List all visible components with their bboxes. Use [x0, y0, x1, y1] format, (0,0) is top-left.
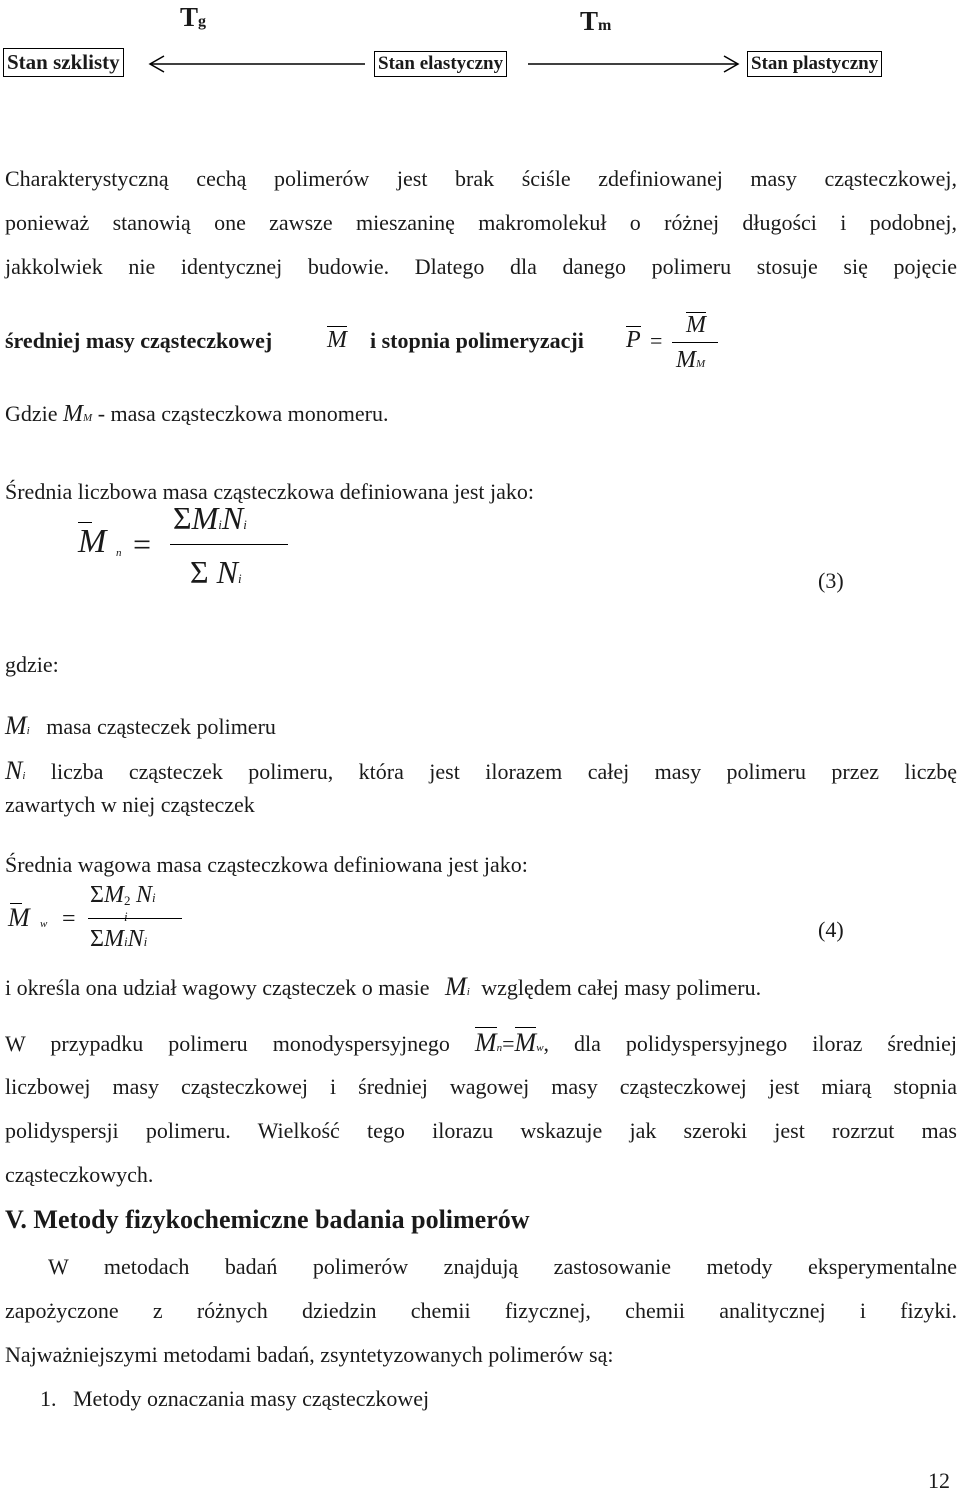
- mn-denominator: Σ Ni: [190, 554, 242, 590]
- list-item-1: [40, 1386, 429, 1412]
- equation-number-4: (4): [818, 917, 844, 942]
- p-fraction-line: [672, 342, 718, 343]
- transition-arrows: [0, 0, 960, 100]
- mw-fraction-line: [88, 918, 182, 919]
- tg-label: Tg: [180, 2, 207, 32]
- mean-mass-symbol: M: [327, 327, 347, 353]
- mono-line-1: W przypadku polimeru monodyspersyjnego Mn=Mw, dla polidyspersyjnego iloraz średniej: [5, 1028, 957, 1057]
- mn-numerator: ΣMiNi: [173, 500, 247, 536]
- mn-fraction-line: [170, 544, 288, 545]
- section-p3: Najważniejszymi metodami badań, zsyntetyzowanych polimerów są:: [5, 1342, 614, 1367]
- section-p1: W metodach badań polimerów znajdują zastosowanie metody eksperymentalne: [48, 1254, 957, 1279]
- gdzie-line: Gdzie MM - masa cząsteczkowa monomeru.: [5, 401, 389, 427]
- mn-subscript: n: [116, 547, 122, 559]
- state-elastic-box: Stan elastyczny: [374, 51, 507, 77]
- equation-number-3: (3): [818, 568, 844, 593]
- section-p2: zapożyczone z różnych dziedzin chemii fizycznej, chemii analitycznej i fizyki.: [5, 1298, 957, 1323]
- mw-subscript: w: [40, 918, 48, 930]
- mono-line-2: liczbowej masy cząsteczkowej i średniej wagowej masy cząsteczkowej jest miarą stopnia: [5, 1074, 957, 1099]
- page-number: 12: [928, 1468, 950, 1493]
- mn-equals: =: [133, 526, 152, 562]
- number-average-intro: Średnia liczbowa masa cząsteczkowa definiowana jest jako:: [5, 479, 534, 504]
- list-number: 1.: [40, 1386, 57, 1411]
- mi-definition: Mi masa cząsteczek polimeru: [5, 711, 276, 740]
- weight-share-line: i określa ona udział wagowy cząsteczek o masie Mi względem całej masy polimeru.: [5, 972, 762, 1001]
- mw-denominator: ΣMiNi: [90, 926, 148, 952]
- intro-line-3: jakkolwiek nie identycznej budowie. Dlatego dla danego polimeru stosuje się pojęcie: [5, 254, 957, 279]
- p-numerator: M: [686, 312, 706, 338]
- equals-sign: =: [650, 328, 663, 353]
- weight-average-intro: Średnia wagowa masa cząsteczkowa definiowana jest jako:: [5, 852, 528, 877]
- mw-equals: =: [62, 906, 76, 932]
- bold-polymerization-degree: i stopnia polimeryzacji: [370, 328, 584, 353]
- tm-label: Tm: [580, 6, 612, 36]
- mw-symbol: M: [8, 903, 30, 932]
- bold-average-mass: średniej masy cząsteczkowej: [5, 328, 273, 353]
- mono-line-3: polidyspersji polimeru. Wielkość tego ilorazu wskazuje jak szeroki jest rozrzut mas: [5, 1118, 957, 1143]
- state-plastic-box: Stan plastyczny: [747, 51, 882, 77]
- state-glassy-box: Stan szklisty: [3, 48, 124, 77]
- mono-line-4: cząsteczkowych.: [5, 1162, 154, 1187]
- intro-line-1: Charakterystyczną cechą polimerów jest brak ściśle zdefiniowanej masy cząsteczkowej,: [5, 166, 957, 191]
- intro-line-2: ponieważ stanowią one zawsze mieszaninę makromolekuł o różnej długości i podobnej,: [5, 210, 957, 235]
- p-denominator: MM: [676, 347, 706, 373]
- list-text: Metody oznaczania masy cząsteczkowej: [73, 1386, 430, 1411]
- gdzie-label: gdzie:: [5, 652, 59, 677]
- section-title: V. Metody fizykochemiczne badania polimerów: [5, 1205, 530, 1234]
- ni-definition-cont: zawartych w niej cząsteczek: [5, 792, 255, 817]
- mw-numerator: ΣM 2 i Ni: [90, 882, 156, 924]
- p-symbol: P: [626, 327, 641, 353]
- ni-definition: Ni liczba cząsteczek polimeru, która jest ilorazem całej masy polimeru przez liczbę: [5, 756, 957, 785]
- mn-symbol: M: [78, 523, 107, 560]
